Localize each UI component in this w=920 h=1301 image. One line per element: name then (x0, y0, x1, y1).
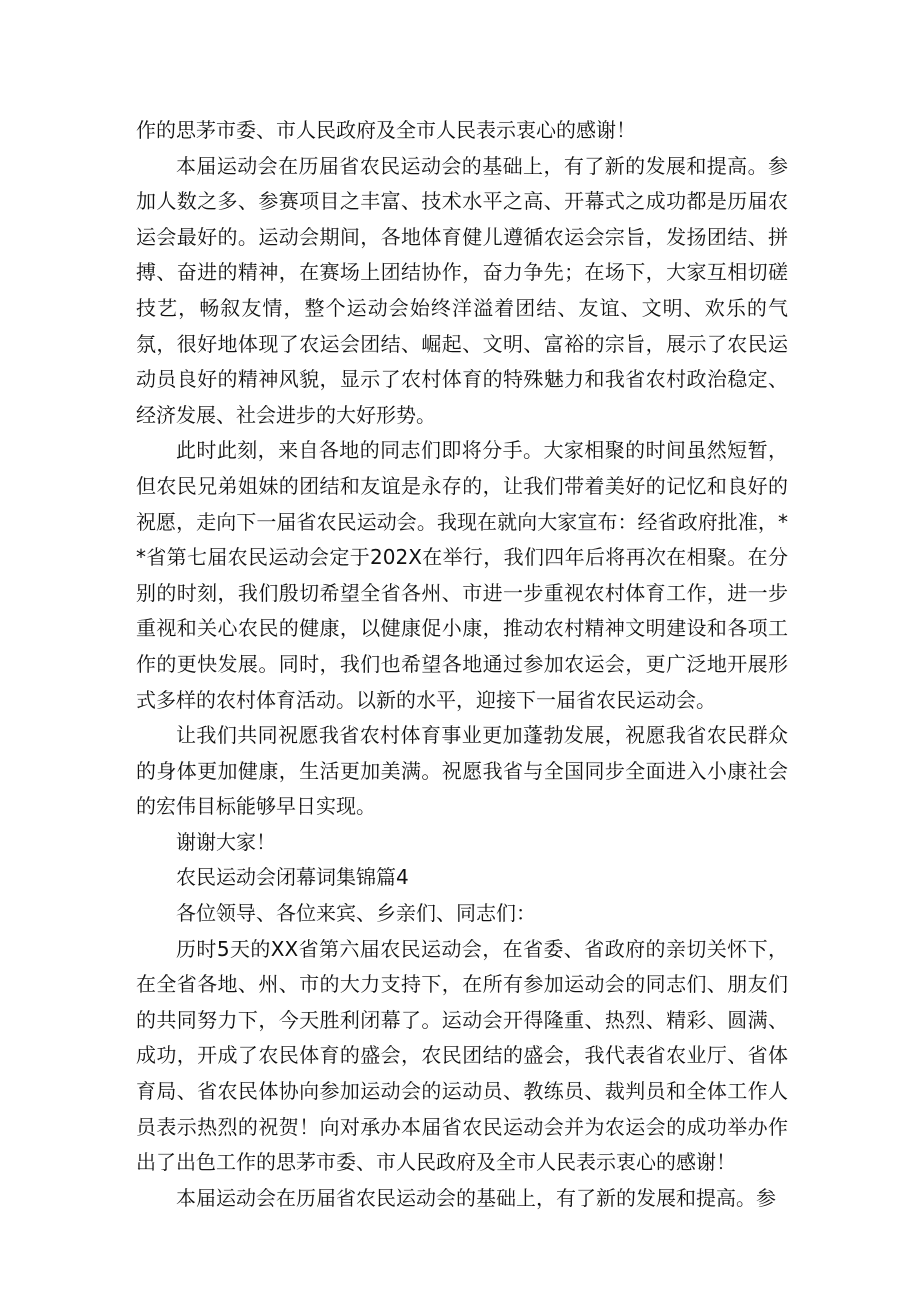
salutation: 各位领导、各位来宾、乡亲们、同志们： (176, 901, 536, 926)
section-heading: 农民运动会闭幕词集锦篇4 (176, 865, 409, 890)
paragraph: 本届运动会在历届省农民运动会的基础上，有了新的发展和提高。参加人数之多、参赛项目之丰富、技术水平之高、开幕式之成功都是历届农运会最好的。运动会期间，各地体育健儿遵循农运会宗旨，发扬团结、拼搏、奋进的精神，在赛场上团结协作，奋力争先；在场下，大家互相切磋技艺，畅叙友情，整个运动会始终洋溢着团结、友谊、文明、欢乐的气氛，很好地体现了农运会团结、崛起、文明、富裕的宗旨，展示了农民运动员良好的精神风貌，显示了农村体育的特殊魅力和我省农村政治稳定、经济发展、社会进步的大好形势。 (136, 153, 788, 427)
paragraph-continuation: 作的思茅市委、市人民政府及全市人民表示衷心的感谢！ (136, 118, 636, 142)
closing-thanks: 谢谢大家！ (176, 829, 276, 854)
document-body (136, 113, 788, 1216)
paragraph: 此时此刻，来自各地的同志们即将分手。大家相聚的时间虽然短暂，但农民兄弟姐妹的团结和友谊是永存的，让我们带着美好的记忆和良好的祝愿，走向下一届省农民运动会。我现在就向大家宣布：经省政府批准，**省第七届农民运动会定于202X在举行，我们四年后将再次在相聚。在分别的时刻，我们殷切希望全省各州、市进一步重视农村体育工作，进一步重视和关心农民的健康，以健康促小康，推动农村精神文明建设和各项工作的更快发展。同时，我们也希望各地通过参加农运会，更广泛地开展形式多样的农村体育活动。以新的水平，迎接下一届省农民运动会。 (136, 438, 788, 712)
paragraph: 让我们共同祝愿我省农村体育事业更加蓬勃发展，祝愿我省农民群众的身体更加健康，生活更加美满。祝愿我省与全国同步全面进入小康社会的宏伟目标能够早日实现。 (136, 723, 788, 819)
paragraph: 本届运动会在历届省农民运动会的基础上，有了新的发展和提高。参 (176, 1185, 776, 1210)
paragraph: 历时5天的XX省第六届农民运动会，在省委、省政府的亲切关怀下，在全省各地、州、市的大力支持下，在所有参加运动会的同志们、朋友们的共同努力下，今天胜利闭幕了。运动会开得隆重、热烈、精彩、圆满、成功，开成了农民体育的盛会，农民团结的盛会，我代表省农业厅、省体育局、省农民体协向参加运动会的运动员、教练员、裁判员和全体工作人员表示热烈的祝贺！向对承办本届省农民运动会并为农运会的成功举办作出了出色工作的思茅市委、市人民政府及全市人民表示衷心的感谢！ (136, 936, 788, 1175)
